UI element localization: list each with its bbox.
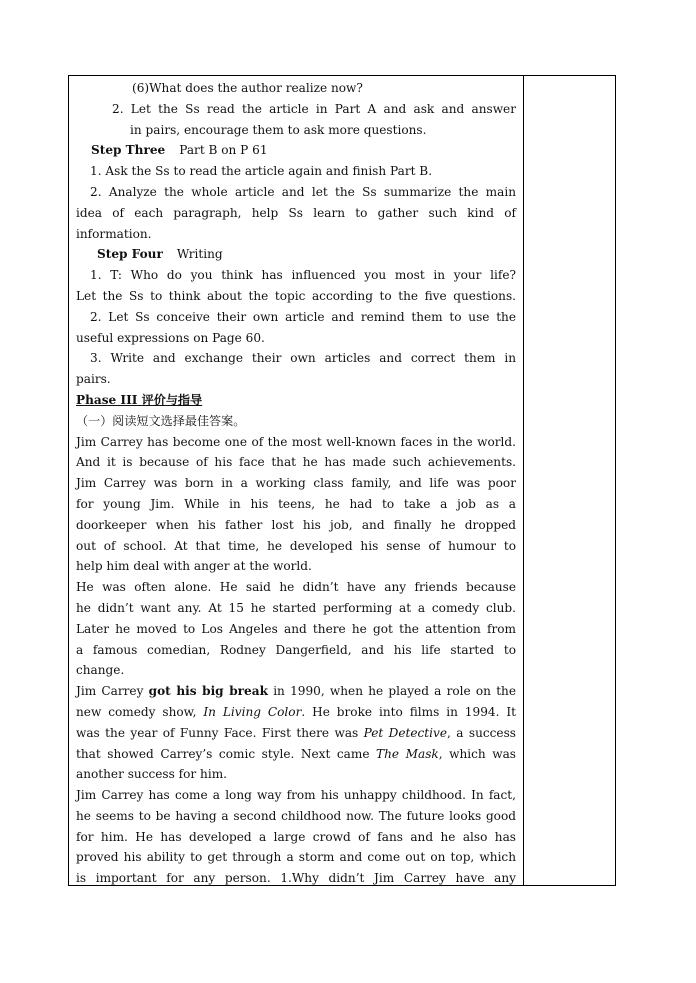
passage-line: And it is because of his face that he has made such achievements. [76,455,516,470]
section-instruction: （一）阅读短文选择最佳答案。 [76,413,246,428]
item-2-line-2: in pairs, encourage them to ask more questions. [130,122,427,137]
passage-line [76,723,516,744]
passage-line: help him deal with anger at the world. [76,559,312,574]
phrase-big-break: got his big break [148,684,268,699]
passage-line: He was often alone. He said he didn’t have any friends because [76,580,516,595]
passage-line: Jim Carrey has become one of the most well-known faces in the world. [76,434,516,449]
step-three-label: Step Three [91,143,166,158]
phase-label [76,393,202,407]
passage-line: Jim Carrey was born in a working class family, and life was poor [76,476,516,491]
passage-text: , which was [438,746,516,761]
step-four-item-1-line-1: 1. T: Who do you think has influenced you most in your life? [90,268,516,283]
passage-text: in 1990, when he played a role on the [267,684,516,699]
passage-line: Jim Carrey has come a long way from his unhappy childhood. In fact, [76,788,516,803]
passage-line: is important for any person. 1.Why didn’t Jim Carrey have any [76,871,516,886]
step-four-item-2-line-2: useful expressions on Page 60. [76,330,265,345]
item-2-line-1: 2. Let the Ss read the article in Part A and ask and answer [112,101,516,116]
phase-title-cn: 评价与指导 [141,392,203,407]
phase-heading [76,390,516,411]
step-three-heading [76,140,516,161]
passage-line: proved his ability to get through a storm and come out on top, which [76,850,516,865]
step-three-title: Part B on P 61 [179,143,268,158]
main-cell [76,78,516,889]
passage-line: a famous comedian, Rodney Dangerfield, and his life started to [76,642,516,657]
passage-text: Jim Carrey [76,684,149,699]
step-four-item-3-line-1: 3. Write and exchange their own articles and correct them in [90,351,516,366]
passage-text: new comedy show, [76,704,204,719]
lesson-table [68,75,616,886]
step-four-title: Writing [176,247,223,262]
passage-line [76,681,516,702]
passage-line [76,702,516,723]
column-divider [523,76,524,885]
step-three-item-1: 1. Ask the Ss to read the article again and finish Part B. [90,164,433,179]
passage-text: , a success [447,725,516,740]
passage-text: that showed Carrey’s comic style. Next came [76,746,377,761]
passage-text: was the year of Funny Face. First there was [76,725,364,740]
passage-line: change. [76,663,125,678]
phase-label-text: Phase III [76,392,138,407]
step-three-item-2-line-1: 2. Analyze the whole article and let the Ss summarize the main [90,184,516,199]
title-the-mask: The Mask [376,746,439,761]
step-three-item-2-line-3: information. [76,226,152,241]
title-in-living-color: In Living Color [203,704,302,719]
question-6: (6)What does the author realize now? [132,81,363,95]
step-four-heading [76,244,516,265]
step-four-item-3-line-2: pairs. [76,372,111,387]
passage-line: another success for him. [76,767,228,782]
passage-line: doorkeeper when his father lost his job, and finally he dropped [76,517,516,532]
passage-line: Later he moved to Los Angeles and there he got the attention from [76,621,516,636]
passage-line: for him. He has developed a large crowd of fans and he also has [76,829,516,844]
step-three-item-2-line-2: idea of each paragraph, help Ss learn to gather such kind of [76,205,516,220]
passage-line: he seems to be having a second childhood now. The future looks good [76,808,516,823]
passage-text: . He broke into films in 1994. It [301,704,516,719]
step-four-item-1-line-2: Let the Ss to think about the topic according to the five questions. [76,288,516,303]
passage-line: out of school. At that time, he developed his sense of humour to [76,538,516,553]
step-four-label: Step Four [97,247,163,262]
title-pet-detective: Pet Detective [363,725,448,740]
passage-line: he didn’t want any. At 15 he started performing at a comedy club. [76,600,516,615]
step-four-item-2-line-1: 2. Let Ss conceive their own article and remind them to use the [90,309,516,324]
passage-line [76,744,516,765]
passage-line: for young Jim. While in his teens, he had to take a job as a [76,496,516,511]
